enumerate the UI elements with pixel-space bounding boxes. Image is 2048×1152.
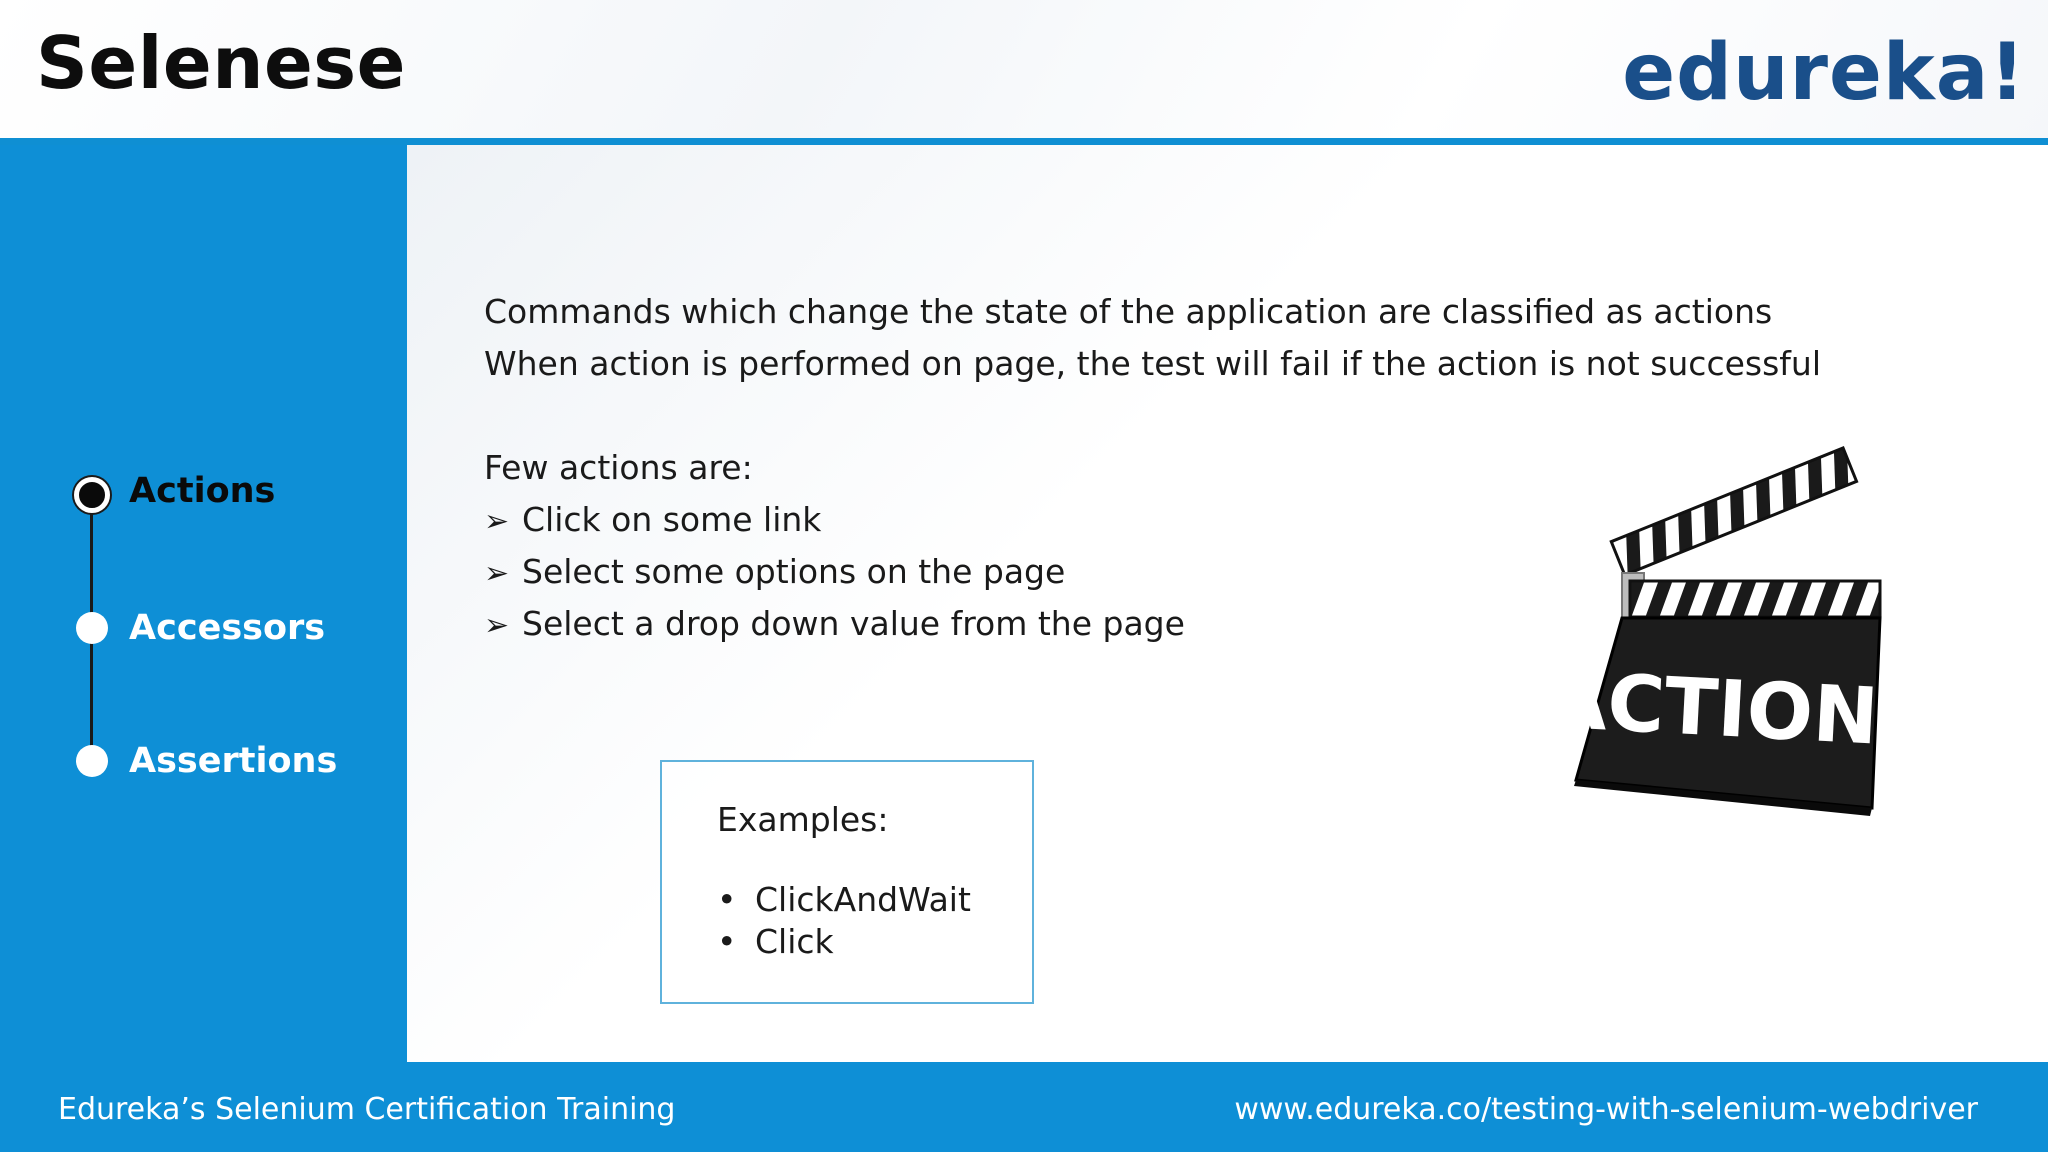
header-divider [0,138,2048,145]
bullet-text: Select some options on the page [522,552,1066,591]
description-line-1: Commands which change the state of the application are classified as actions [484,292,1773,331]
description-line-2: When action is performed on page, the test will fail if the action is not successful [484,344,1821,383]
slide-header [0,0,2048,138]
sidebar-item-accessors[interactable]: Accessors [129,608,326,648]
bullet-text: Click on some link [522,500,822,539]
sidebar [0,145,407,1062]
course-url-link[interactable]: www.edureka.co/testing-with-selenium-webdriver [1234,1092,1978,1127]
arrow-bullet-icon: ➢ [484,608,510,643]
course-name: Edureka’s Selenium Certification Training [58,1092,676,1127]
bullet-item [484,602,1185,648]
example-item [717,880,971,919]
example-text: ClickAndWait [755,880,971,919]
bullet-text: Select a drop down value from the page [522,604,1185,643]
clapperboard-image [1544,478,1917,818]
example-text: Click [755,922,834,961]
sidebar-item-assertions[interactable]: Assertions [129,741,338,781]
slide-title: Selenese [36,21,406,105]
timeline-dot-accessors[interactable] [76,612,108,644]
dot-bullet-icon: • [717,922,737,961]
bullet-item [484,498,821,544]
arrow-bullet-icon: ➢ [484,556,510,591]
edureka-logo: edureka! [1622,28,2026,118]
timeline-dot-assertions[interactable] [76,745,108,777]
examples-box [660,760,1034,1004]
sidebar-item-actions[interactable]: Actions [129,471,276,511]
bullet-item [484,550,1065,596]
example-item [717,922,834,961]
timeline-dot-actions[interactable] [74,477,110,513]
arrow-bullet-icon: ➢ [484,504,510,539]
clapper-text: ACTION! [1544,655,1917,765]
dot-bullet-icon: • [717,880,737,919]
actions-intro: Few actions are: [484,448,753,487]
examples-title: Examples: [717,800,889,839]
slide-footer [0,1062,2048,1152]
